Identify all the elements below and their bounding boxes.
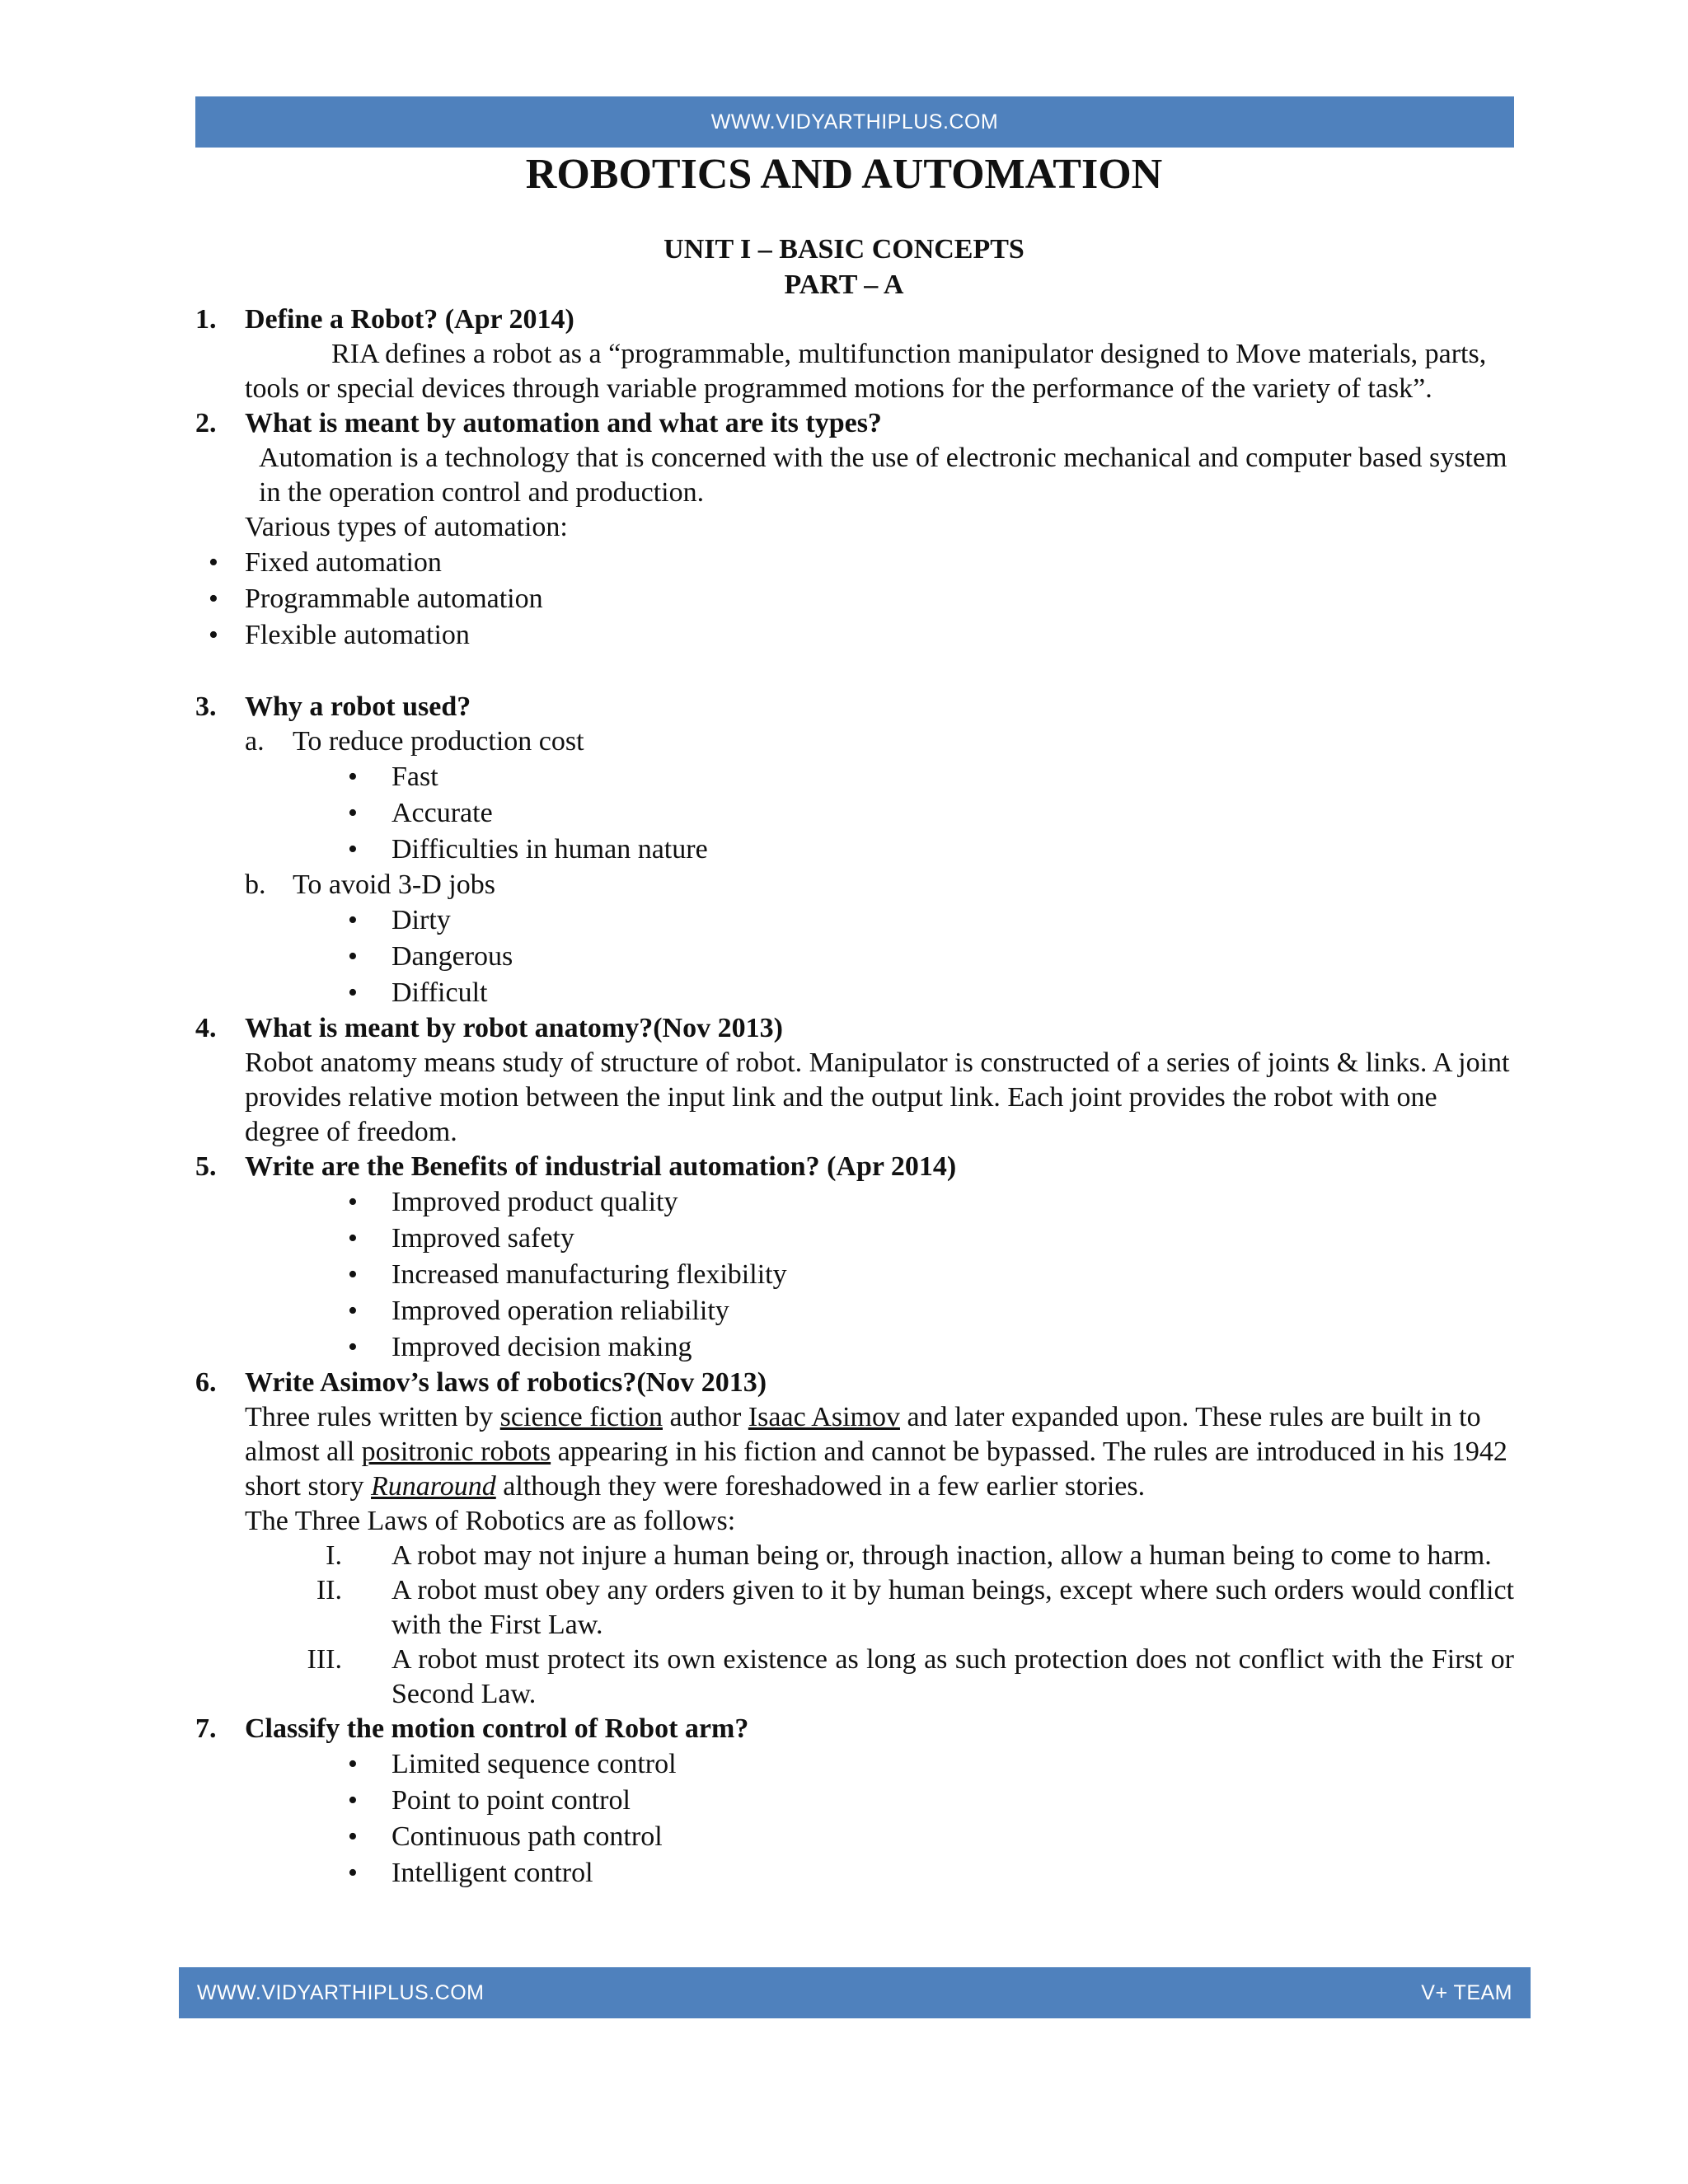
- list-item: • Improved product quality: [195, 1184, 1514, 1221]
- bullet-icon: •: [348, 1296, 358, 1326]
- list-item: • Fixed automation: [195, 545, 1514, 581]
- types-intro: Various types of automation:: [245, 512, 568, 542]
- question-1: [195, 302, 1514, 337]
- unit-heading: UNIT I – BASIC CONCEPTS: [663, 234, 1025, 265]
- bullet-icon: •: [209, 620, 218, 650]
- list-item: • Improved decision making: [195, 1329, 1514, 1366]
- list-item: • Limited sequence control: [195, 1746, 1514, 1783]
- answer-1: RIA defines a robot as a “programmable, multifunction manipulator designed to Move materials, parts, tools or special devices through variable programmed motions for the performance of the variety of task”.: [245, 339, 1487, 404]
- list-item: • Improved safety: [195, 1221, 1514, 1257]
- list-item: • Continuous path control: [195, 1819, 1514, 1855]
- question-text: Define a Robot? (Apr 2014): [245, 304, 574, 335]
- question-number: 3.: [195, 691, 217, 722]
- question-number: 2.: [195, 408, 217, 438]
- list-item: • Difficulties in human nature: [195, 832, 1514, 868]
- bullet-icon: •: [348, 798, 358, 828]
- question-6: [195, 1366, 1514, 1400]
- document-body: [195, 302, 1514, 1891]
- header-band: [195, 96, 1514, 148]
- bullet-icon: •: [348, 1259, 358, 1290]
- bullet-icon: •: [348, 1821, 358, 1852]
- bullet-icon: •: [348, 834, 358, 865]
- question-text: Write are the Benefits of industrial automation? (Apr 2014): [245, 1151, 957, 1182]
- question-4: [195, 1011, 1514, 1046]
- question-text: What is meant by robot anatomy?(Nov 2013): [245, 1013, 783, 1043]
- question-text: Classify the motion control of Robot arm?: [245, 1713, 749, 1744]
- list-item: • Intelligent control: [195, 1855, 1514, 1891]
- law-item: II. A robot must obey any orders given to it by human beings, except where such orders would conflict with the First Law.: [316, 1575, 1514, 1640]
- question-number: 5.: [195, 1151, 217, 1182]
- footer-team: V+ TEAM: [1421, 1980, 1512, 2004]
- document-title: ROBOTICS AND AUTOMATION: [525, 151, 1163, 198]
- laws-intro: The Three Laws of Robotics are as follows:: [245, 1506, 736, 1536]
- law-item: I. A robot may not injure a human being or, through inaction, allow a human being to come to harm.: [326, 1540, 1492, 1571]
- header-site-link[interactable]: WWW.VIDYARTHIPLUS.COM: [710, 110, 999, 134]
- link-positronic-robots[interactable]: positronic robots: [361, 1436, 551, 1467]
- list-item: • Increased manufacturing flexibility: [195, 1257, 1514, 1293]
- answer-2: Automation is a technology that is concerned with the use of electronic mechanical and computer based system in the operation control and production.: [259, 443, 1507, 508]
- question-2: [195, 406, 1514, 441]
- list-item: • Programmable automation: [195, 581, 1514, 617]
- law-item: III. A robot must protect its own existence as long as such protection does not conflict with the First or Second Law.: [307, 1644, 1514, 1709]
- question-number: 6.: [195, 1367, 217, 1398]
- footer-site-link[interactable]: WWW.VIDYARTHIPLUS.COM: [197, 1980, 485, 2004]
- bullet-icon: •: [348, 1332, 358, 1362]
- question-7: [195, 1712, 1514, 1746]
- list-item: • Accurate: [195, 795, 1514, 832]
- question-number: 4.: [195, 1013, 217, 1043]
- question-text: What is meant by automation and what are its types?: [245, 408, 882, 438]
- bullet-icon: •: [348, 977, 358, 1008]
- question-number: 1.: [195, 304, 217, 335]
- bullet-icon: •: [348, 1785, 358, 1816]
- bullet-icon: •: [348, 905, 358, 935]
- bullet-icon: •: [348, 1858, 358, 1888]
- bullet-icon: •: [348, 762, 358, 792]
- answer-4: Robot anatomy means study of structure of robot. Manipulator is constructed of a series of joints & links. A joint provides relative motion between the input link and the output link. Each joint provides the robot with one degree of freedom.: [245, 1047, 1510, 1147]
- list-item: • Flexible automation: [195, 617, 1514, 654]
- bullet-icon: •: [209, 583, 218, 614]
- question-text: Write Asimov’s laws of robotics?(Nov 2013): [245, 1367, 767, 1398]
- question-text: Why a robot used?: [245, 691, 471, 722]
- question-3: [195, 690, 1514, 724]
- link-runaround[interactable]: Runaround: [371, 1471, 496, 1502]
- list-item: • Dangerous: [195, 939, 1514, 975]
- bullet-icon: •: [348, 1223, 358, 1254]
- footer-band: [179, 1967, 1531, 2018]
- link-science-fiction[interactable]: science fiction: [499, 1402, 663, 1432]
- list-item: • Improved operation reliability: [195, 1293, 1514, 1329]
- part-heading: PART – A: [784, 269, 904, 300]
- link-isaac-asimov[interactable]: Isaac Asimov: [748, 1402, 900, 1432]
- answer-6: Three rules written by science fiction author Isaac Asimov and later expanded upon. These rules are built in to almost all positronic robots appearing in his fiction and cannot be bypassed. The rules are introduced in his 1942 short story Runaround although they were foreshadowed in a few earlier stories.: [245, 1402, 1507, 1502]
- sub-item-b: b. To avoid 3-D jobs: [245, 869, 495, 900]
- bullet-icon: •: [348, 941, 358, 972]
- bullet-icon: •: [348, 1187, 358, 1217]
- bullet-icon: •: [348, 1749, 358, 1779]
- question-number: 7.: [195, 1713, 217, 1744]
- list-item: • Point to point control: [195, 1783, 1514, 1819]
- list-item: • Fast: [195, 759, 1514, 795]
- question-5: [195, 1150, 1514, 1184]
- list-item: • Difficult: [195, 975, 1514, 1011]
- bullet-icon: •: [209, 547, 218, 578]
- sub-item-a: a. To reduce production cost: [245, 726, 584, 757]
- list-item: • Dirty: [195, 902, 1514, 939]
